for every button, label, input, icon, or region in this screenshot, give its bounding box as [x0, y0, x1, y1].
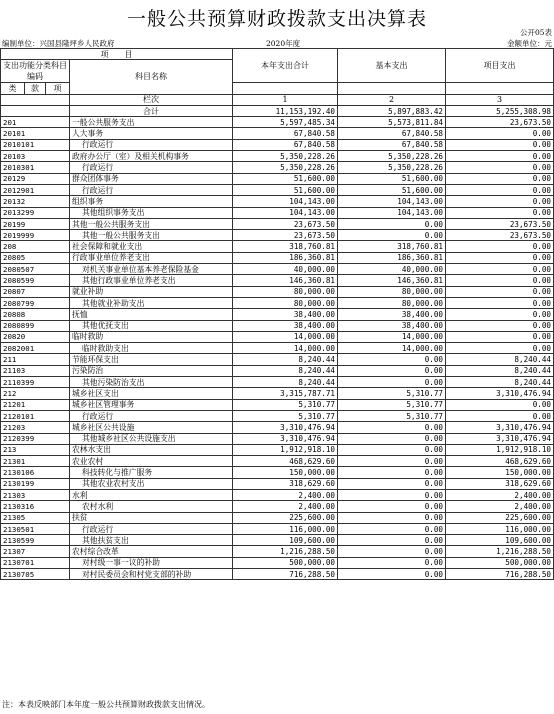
total-amount: 38,400.00 — [233, 320, 338, 331]
basic-amount: 0.00 — [338, 501, 446, 512]
basic-amount: 5,350,228.26 — [338, 151, 446, 162]
subject-code: 2013299 — [1, 207, 70, 218]
basic-amount: 0.00 — [338, 478, 446, 489]
amount-unit: 金额单位：元 — [507, 39, 552, 48]
header-lei: 类 — [1, 83, 25, 94]
project-amount: 0.00 — [446, 320, 554, 331]
report-title: 一般公共预算财政拨款支出决算表 — [126, 8, 427, 30]
lanci-label: 栏次 — [70, 94, 233, 105]
subject-name: 行政运行 — [70, 184, 233, 195]
table-row — [1, 433, 554, 444]
project-amount: 0.00 — [446, 151, 554, 162]
table-row — [1, 184, 554, 195]
basic-amount: 104,143.00 — [338, 207, 446, 218]
basic-amount: 0.00 — [338, 489, 446, 500]
table-row — [1, 230, 554, 241]
project-amount: 3,310,476.94 — [446, 422, 554, 433]
header-total: 本年支出合计 — [233, 49, 338, 83]
total-amount: 146,360.81 — [233, 275, 338, 286]
project-amount: 1,912,918.10 — [446, 444, 554, 455]
col-index-3: 3 — [446, 94, 554, 105]
subject-code: 201 — [1, 117, 70, 128]
table-row — [1, 309, 554, 320]
table-row — [1, 297, 554, 308]
compiling-unit: 编制单位：兴国县隆坪乡人民政府 — [2, 39, 115, 48]
subject-code: 21305 — [1, 512, 70, 523]
subject-code: 2080507 — [1, 264, 70, 275]
total-sum: 11,153,192.40 — [233, 105, 338, 116]
total-amount: 318,629.60 — [233, 478, 338, 489]
basic-amount: 80,000.00 — [338, 286, 446, 297]
subject-name: 农村综合改革 — [70, 546, 233, 557]
basic-amount: 0.00 — [338, 433, 446, 444]
subject-name: 其他一般公共服务支出 — [70, 218, 233, 229]
table-row — [1, 444, 554, 455]
header-xiang: 项 — [46, 83, 70, 94]
subject-code: 2120101 — [1, 410, 70, 421]
subject-code: 2130501 — [1, 523, 70, 534]
subject-name: 农村水利 — [70, 501, 233, 512]
subject-name: 政府办公厅（室）及相关机构事务 — [70, 151, 233, 162]
total-amount: 8,240.44 — [233, 377, 338, 388]
basic-amount: 5,310.77 — [338, 399, 446, 410]
basic-amount: 38,400.00 — [338, 309, 446, 320]
total-amount: 51,600.00 — [233, 173, 338, 184]
total-amount: 186,360.81 — [233, 252, 338, 263]
subject-code: 21203 — [1, 422, 70, 433]
subject-name: 其他污染防治支出 — [70, 377, 233, 388]
table-row — [1, 557, 554, 568]
subject-code: 2120399 — [1, 433, 70, 444]
subject-name: 污染防治 — [70, 365, 233, 376]
total-amount: 3,315,787.71 — [233, 388, 338, 399]
subject-code: 2080899 — [1, 320, 70, 331]
total-amount: 225,600.00 — [233, 512, 338, 523]
basic-amount: 104,143.00 — [338, 196, 446, 207]
total-amount: 67,840.58 — [233, 139, 338, 150]
subject-code: 208 — [1, 241, 70, 252]
basic-amount: 51,600.00 — [338, 184, 446, 195]
subject-name: 行政运行 — [70, 523, 233, 534]
subject-code: 21301 — [1, 456, 70, 467]
total-label: 合计 — [70, 105, 233, 116]
total-amount: 8,240.44 — [233, 354, 338, 365]
project-amount: 0.00 — [446, 207, 554, 218]
table-row — [1, 264, 554, 275]
table-row — [1, 343, 554, 354]
subject-code: 2080799 — [1, 297, 70, 308]
subject-name: 城乡社区支出 — [70, 388, 233, 399]
subject-code: 21303 — [1, 489, 70, 500]
basic-amount: 5,573,811.84 — [338, 117, 446, 128]
total-amount: 3,310,476.94 — [233, 422, 338, 433]
table-row — [1, 467, 554, 478]
total-amount: 67,840.58 — [233, 128, 338, 139]
subject-code: 20820 — [1, 331, 70, 342]
header-project-expense: 项目支出 — [446, 49, 554, 83]
subject-name: 行政事业单位养老支出 — [70, 252, 233, 263]
project-amount: 23,673.50 — [446, 117, 554, 128]
subject-name: 一般公共服务支出 — [70, 117, 233, 128]
total-amount: 51,600.00 — [233, 184, 338, 195]
subject-name: 社会保障和就业支出 — [70, 241, 233, 252]
subject-code: 2130705 — [1, 569, 70, 580]
project-amount: 0.00 — [446, 264, 554, 275]
total-row-blank — [1, 105, 70, 116]
project-amount: 500,000.00 — [446, 557, 554, 568]
subject-code: 20132 — [1, 196, 70, 207]
subject-name: 水利 — [70, 489, 233, 500]
subject-name: 就业补助 — [70, 286, 233, 297]
table-row — [1, 422, 554, 433]
subject-name: 农林水支出 — [70, 444, 233, 455]
subject-code: 212 — [1, 388, 70, 399]
project-amount: 8,240.44 — [446, 365, 554, 376]
project-amount: 0.00 — [446, 410, 554, 421]
table-row — [1, 569, 554, 580]
basic-amount: 0.00 — [338, 230, 446, 241]
subject-name: 其他就业补助支出 — [70, 297, 233, 308]
table-row — [1, 512, 554, 523]
table-row — [1, 139, 554, 150]
project-amount: 116,000.00 — [446, 523, 554, 534]
project-amount: 1,216,288.50 — [446, 546, 554, 557]
project-amount: 716,288.50 — [446, 569, 554, 580]
subject-code: 20805 — [1, 252, 70, 263]
subject-code: 20808 — [1, 309, 70, 320]
project-amount: 0.00 — [446, 343, 554, 354]
project-amount: 0.00 — [446, 184, 554, 195]
subject-name: 临时救助支出 — [70, 343, 233, 354]
basic-amount: 0.00 — [338, 546, 446, 557]
basic-amount: 67,840.58 — [338, 139, 446, 150]
project-amount: 0.00 — [446, 252, 554, 263]
table-row — [1, 286, 554, 297]
subject-name: 人大事务 — [70, 128, 233, 139]
table-row — [1, 241, 554, 252]
col-index-2: 2 — [338, 94, 446, 105]
project-amount: 150,000.00 — [446, 467, 554, 478]
total-amount: 104,143.00 — [233, 196, 338, 207]
total-amount: 80,000.00 — [233, 297, 338, 308]
subject-name: 其他城乡社区公共设施支出 — [70, 433, 233, 444]
subject-name: 抚恤 — [70, 309, 233, 320]
project-amount: 2,400.00 — [446, 501, 554, 512]
subject-code: 2010301 — [1, 162, 70, 173]
total-amount: 8,240.44 — [233, 365, 338, 376]
total-amount: 500,000.00 — [233, 557, 338, 568]
subject-name: 行政运行 — [70, 410, 233, 421]
basic-amount: 318,760.81 — [338, 241, 446, 252]
subject-code: 211 — [1, 354, 70, 365]
total-amount: 1,216,288.50 — [233, 546, 338, 557]
basic-amount: 0.00 — [338, 377, 446, 388]
basic-amount: 5,310.77 — [338, 388, 446, 399]
total-amount: 23,673.50 — [233, 230, 338, 241]
table-row — [1, 207, 554, 218]
total-amount: 5,597,485.34 — [233, 117, 338, 128]
table-row — [1, 162, 554, 173]
table-row — [1, 546, 554, 557]
project-amount: 23,673.50 — [446, 230, 554, 241]
table-row — [1, 196, 554, 207]
subject-name: 城乡社区管理事务 — [70, 399, 233, 410]
basic-amount: 0.00 — [338, 569, 446, 580]
subject-name: 对村民委员会和村党支部的补助 — [70, 569, 233, 580]
total-amount: 80,000.00 — [233, 286, 338, 297]
header-col-3 — [446, 83, 554, 94]
subject-code: 2019999 — [1, 230, 70, 241]
subject-code: 20101 — [1, 128, 70, 139]
table-row — [1, 320, 554, 331]
total-amount: 716,288.50 — [233, 569, 338, 580]
footnote: 注：本表反映部门本年度一般公共预算财政拨款支出情况。 — [2, 700, 210, 709]
subject-code: 2110399 — [1, 377, 70, 388]
total-amount: 14,000.00 — [233, 343, 338, 354]
total-amount: 3,310,476.94 — [233, 433, 338, 444]
subject-name: 扶贫 — [70, 512, 233, 523]
project-amount: 468,629.60 — [446, 456, 554, 467]
project-amount: 0.00 — [446, 297, 554, 308]
subject-name: 其他组织事务支出 — [70, 207, 233, 218]
basic-amount: 51,600.00 — [338, 173, 446, 184]
total-amount: 14,000.00 — [233, 331, 338, 342]
total-amount: 1,912,918.10 — [233, 444, 338, 455]
basic-amount: 0.00 — [338, 523, 446, 534]
col-index-1: 1 — [233, 94, 338, 105]
table-row — [1, 173, 554, 184]
table-row — [1, 331, 554, 342]
table-row — [1, 365, 554, 376]
basic-amount: 0.00 — [338, 467, 446, 478]
header-col-1 — [233, 83, 338, 94]
subject-code: 20103 — [1, 151, 70, 162]
subject-code: 20807 — [1, 286, 70, 297]
total-row — [1, 105, 554, 116]
header-kuan: 款 — [25, 83, 46, 94]
subject-name: 组织事务 — [70, 196, 233, 207]
subject-code: 21201 — [1, 399, 70, 410]
subject-name: 节能环保支出 — [70, 354, 233, 365]
table-row — [1, 252, 554, 263]
subject-code: 21307 — [1, 546, 70, 557]
basic-amount: 67,840.58 — [338, 128, 446, 139]
table-row — [1, 489, 554, 500]
subject-code: 2130599 — [1, 535, 70, 546]
total-basic: 5,897,883.42 — [338, 105, 446, 116]
subject-code: 2082001 — [1, 343, 70, 354]
subject-name: 行政运行 — [70, 139, 233, 150]
project-amount: 0.00 — [446, 275, 554, 286]
table-row — [1, 410, 554, 421]
header-row-1 — [1, 49, 554, 60]
table-row — [1, 128, 554, 139]
table-row — [1, 275, 554, 286]
table-row — [1, 456, 554, 467]
basic-amount: 14,000.00 — [338, 331, 446, 342]
total-amount: 2,400.00 — [233, 489, 338, 500]
subject-name: 其他优抚支出 — [70, 320, 233, 331]
table-row — [1, 478, 554, 489]
total-amount: 2,400.00 — [233, 501, 338, 512]
basic-amount: 0.00 — [338, 218, 446, 229]
project-amount: 2,400.00 — [446, 489, 554, 500]
total-amount: 40,000.00 — [233, 264, 338, 275]
subject-name: 其他扶贫支出 — [70, 535, 233, 546]
basic-amount: 0.00 — [338, 422, 446, 433]
subject-code: 2080599 — [1, 275, 70, 286]
basic-amount: 146,360.81 — [338, 275, 446, 286]
index-blank — [1, 94, 70, 105]
basic-amount: 0.00 — [338, 444, 446, 455]
table-row — [1, 501, 554, 512]
project-amount: 0.00 — [446, 399, 554, 410]
subject-code: 2130106 — [1, 467, 70, 478]
subject-name: 行政运行 — [70, 162, 233, 173]
basic-amount: 0.00 — [338, 512, 446, 523]
project-amount: 3,310,476.94 — [446, 388, 554, 399]
project-amount: 3,310,476.94 — [446, 433, 554, 444]
subject-code: 2130199 — [1, 478, 70, 489]
project-amount: 0.00 — [446, 162, 554, 173]
project-amount: 0.00 — [446, 286, 554, 297]
subject-code: 20199 — [1, 218, 70, 229]
subject-name: 其他一般公共服务支出 — [70, 230, 233, 241]
table-row — [1, 218, 554, 229]
project-amount: 0.00 — [446, 139, 554, 150]
total-amount: 38,400.00 — [233, 309, 338, 320]
total-amount: 318,760.81 — [233, 241, 338, 252]
basic-amount: 0.00 — [338, 365, 446, 376]
table-row — [1, 377, 554, 388]
project-amount: 0.00 — [446, 128, 554, 139]
fiscal-year: 2020年度 — [266, 39, 301, 48]
project-amount: 318,629.60 — [446, 478, 554, 489]
basic-amount: 0.00 — [338, 535, 446, 546]
basic-amount: 40,000.00 — [338, 264, 446, 275]
form-number: 公开05表 — [519, 28, 552, 37]
subject-code: 21103 — [1, 365, 70, 376]
basic-amount: 38,400.00 — [338, 320, 446, 331]
header-func-class: 支出功能分类科目编码 — [1, 60, 70, 83]
header-basic: 基本支出 — [338, 49, 446, 83]
total-amount: 5,310.77 — [233, 410, 338, 421]
subject-name: 对机关事业单位基本养老保险基金 — [70, 264, 233, 275]
subject-name: 其他农业农村支出 — [70, 478, 233, 489]
subject-code: 213 — [1, 444, 70, 455]
subject-code: 2012901 — [1, 184, 70, 195]
subject-name: 群众团体事务 — [70, 173, 233, 184]
subject-name: 城乡社区公共设施 — [70, 422, 233, 433]
total-project: 5,255,308.98 — [446, 105, 554, 116]
table-row — [1, 523, 554, 534]
project-amount: 0.00 — [446, 196, 554, 207]
project-amount: 23,673.50 — [446, 218, 554, 229]
total-amount: 116,000.00 — [233, 523, 338, 534]
project-amount: 0.00 — [446, 173, 554, 184]
subject-name: 临时救助 — [70, 331, 233, 342]
total-amount: 104,143.00 — [233, 207, 338, 218]
project-amount: 225,600.00 — [446, 512, 554, 523]
basic-amount: 80,000.00 — [338, 297, 446, 308]
total-amount: 5,310.77 — [233, 399, 338, 410]
project-amount: 0.00 — [446, 331, 554, 342]
table-row — [1, 535, 554, 546]
basic-amount: 0.00 — [338, 456, 446, 467]
table-row — [1, 151, 554, 162]
subject-code: 20129 — [1, 173, 70, 184]
total-amount: 5,350,228.26 — [233, 151, 338, 162]
table-row — [1, 388, 554, 399]
subject-code: 2130316 — [1, 501, 70, 512]
total-amount: 150,000.00 — [233, 467, 338, 478]
basic-amount: 14,000.00 — [338, 343, 446, 354]
basic-amount: 5,350,228.26 — [338, 162, 446, 173]
subject-code: 2010101 — [1, 139, 70, 150]
basic-amount: 0.00 — [338, 354, 446, 365]
subject-code: 2130701 — [1, 557, 70, 568]
table-row — [1, 399, 554, 410]
column-index-row — [1, 94, 554, 105]
basic-amount: 0.00 — [338, 557, 446, 568]
subject-name: 科技转化与推广服务 — [70, 467, 233, 478]
basic-amount: 5,310.77 — [338, 410, 446, 421]
expenditure-table — [0, 48, 554, 580]
table-row — [1, 117, 554, 128]
basic-amount: 186,360.81 — [338, 252, 446, 263]
project-amount: 8,240.44 — [446, 354, 554, 365]
table-row — [1, 354, 554, 365]
total-amount: 5,350,228.26 — [233, 162, 338, 173]
header-project: 项 目 — [1, 49, 233, 60]
header-subject-name: 科目名称 — [70, 60, 233, 94]
subject-name: 其他行政事业单位养老支出 — [70, 275, 233, 286]
total-amount: 23,673.50 — [233, 218, 338, 229]
project-amount: 0.00 — [446, 309, 554, 320]
project-amount: 8,240.44 — [446, 377, 554, 388]
project-amount: 109,600.00 — [446, 535, 554, 546]
project-amount: 0.00 — [446, 241, 554, 252]
header-col-2 — [338, 83, 446, 94]
total-amount: 468,629.60 — [233, 456, 338, 467]
total-amount: 109,600.00 — [233, 535, 338, 546]
subject-name: 农业农村 — [70, 456, 233, 467]
subject-name: 对村级一事一议的补助 — [70, 557, 233, 568]
